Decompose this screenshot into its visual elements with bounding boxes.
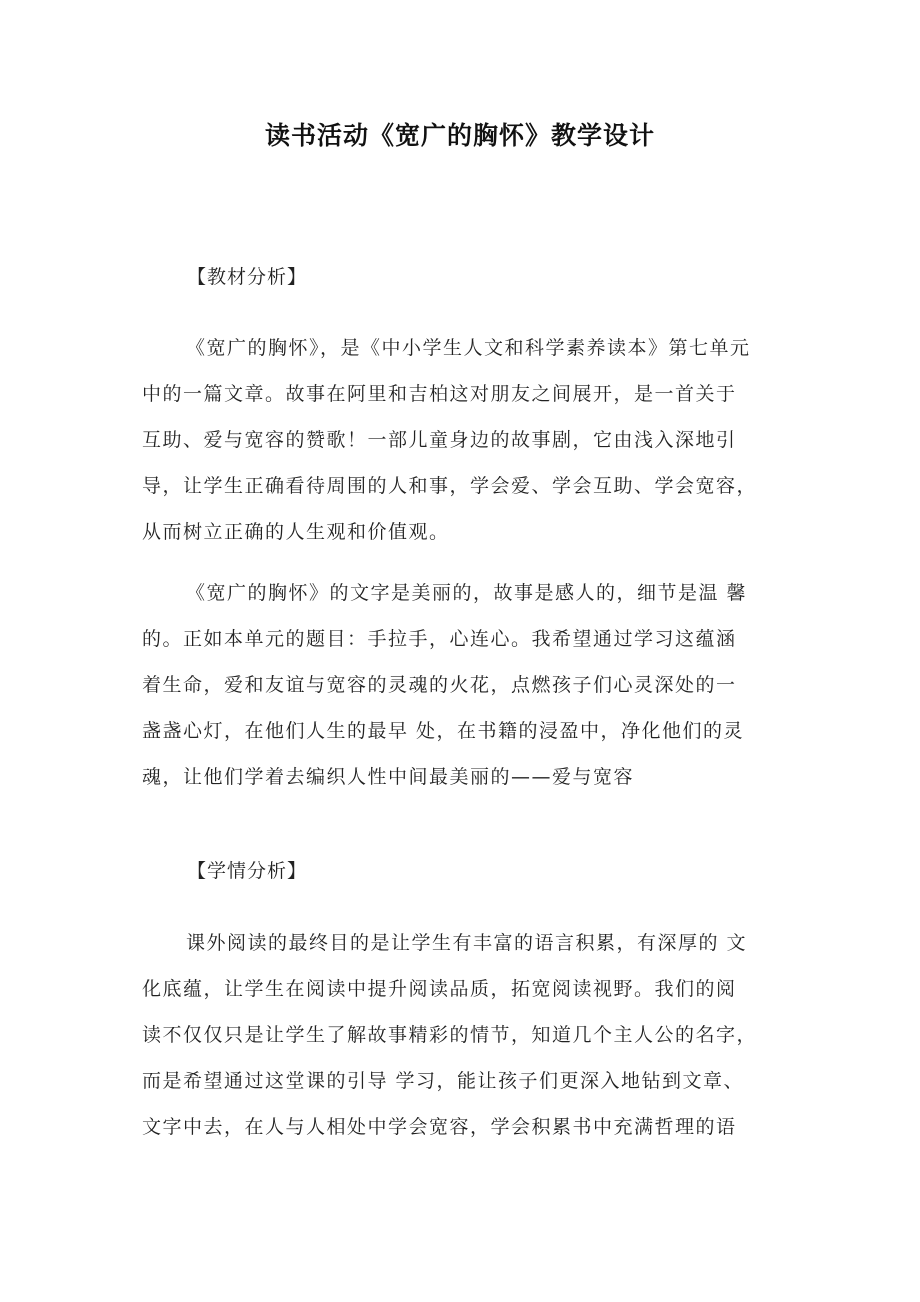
paragraph-line: 着生命，爱和友谊与宽容的灵魂的火花，点燃孩子们心灵深处的一 <box>142 674 737 696</box>
paragraph-line: 的。正如本单元的题目：手拉手，心连心。我希望通过学习这蕴涵 <box>142 628 737 650</box>
paragraph-line: 中的一篇文章。故事在阿里和吉柏这对朋友之间展开，是一首关于 <box>142 383 737 405</box>
paragraph-line: 《宽广的胸怀》，是《中小学生人文和科学素养读本》第七单元 <box>186 337 751 359</box>
paragraph-line: 互助、爱与宽容的赞歌！一部儿童身边的故事剧，它由浅入深地引 <box>142 429 737 451</box>
paragraph-line: 而是希望通过这堂课的引导 学习，能让孩子们更深入地钻到文章、 <box>142 1070 745 1092</box>
section-heading-textbook-analysis: 【教材分析】 <box>187 266 308 288</box>
section-heading-learner-analysis: 【学情分析】 <box>187 860 308 882</box>
paragraph-line: 课外阅读的最终目的是让学生有丰富的语言积累，有深厚的 文 <box>186 932 748 954</box>
paragraph-line: 盏盏心灯，在他们人生的最早 处，在书籍的浸盈中，净化他们的灵 <box>142 720 745 742</box>
paragraph-line: 读不仅仅只是让学生了解故事精彩的情节，知道几个主人公的名字， <box>142 1024 758 1046</box>
paragraph-line: 从而树立正确的人生观和价值观。 <box>142 521 450 543</box>
paragraph-line: 化底蕴，让学生在阅读中提升阅读品质，拓宽阅读视野。我们的阅 <box>142 978 737 1000</box>
paragraph-line: 《宽广的胸怀》的文字是美丽的，故事是感人的，细节是温 馨 <box>186 582 748 604</box>
paragraph-line: 文字中去，在人与人相处中学会宽容，学会积累书中充满哲理的语 <box>142 1116 737 1138</box>
paragraph-learner-analysis-1 <box>142 920 782 1150</box>
paragraph-line: 魂，让他们学着去编织人性中间最美丽的——爱与宽容 <box>142 766 635 788</box>
paragraph-textbook-analysis-2 <box>142 570 782 800</box>
document-title: 读书活动《宽广的胸怀》教学设计 <box>264 121 655 150</box>
paragraph-line: 导，让学生正确看待周围的人和事，学会爱、学会互助、学会宽容， <box>142 475 758 497</box>
paragraph-textbook-analysis-1 <box>142 325 782 555</box>
